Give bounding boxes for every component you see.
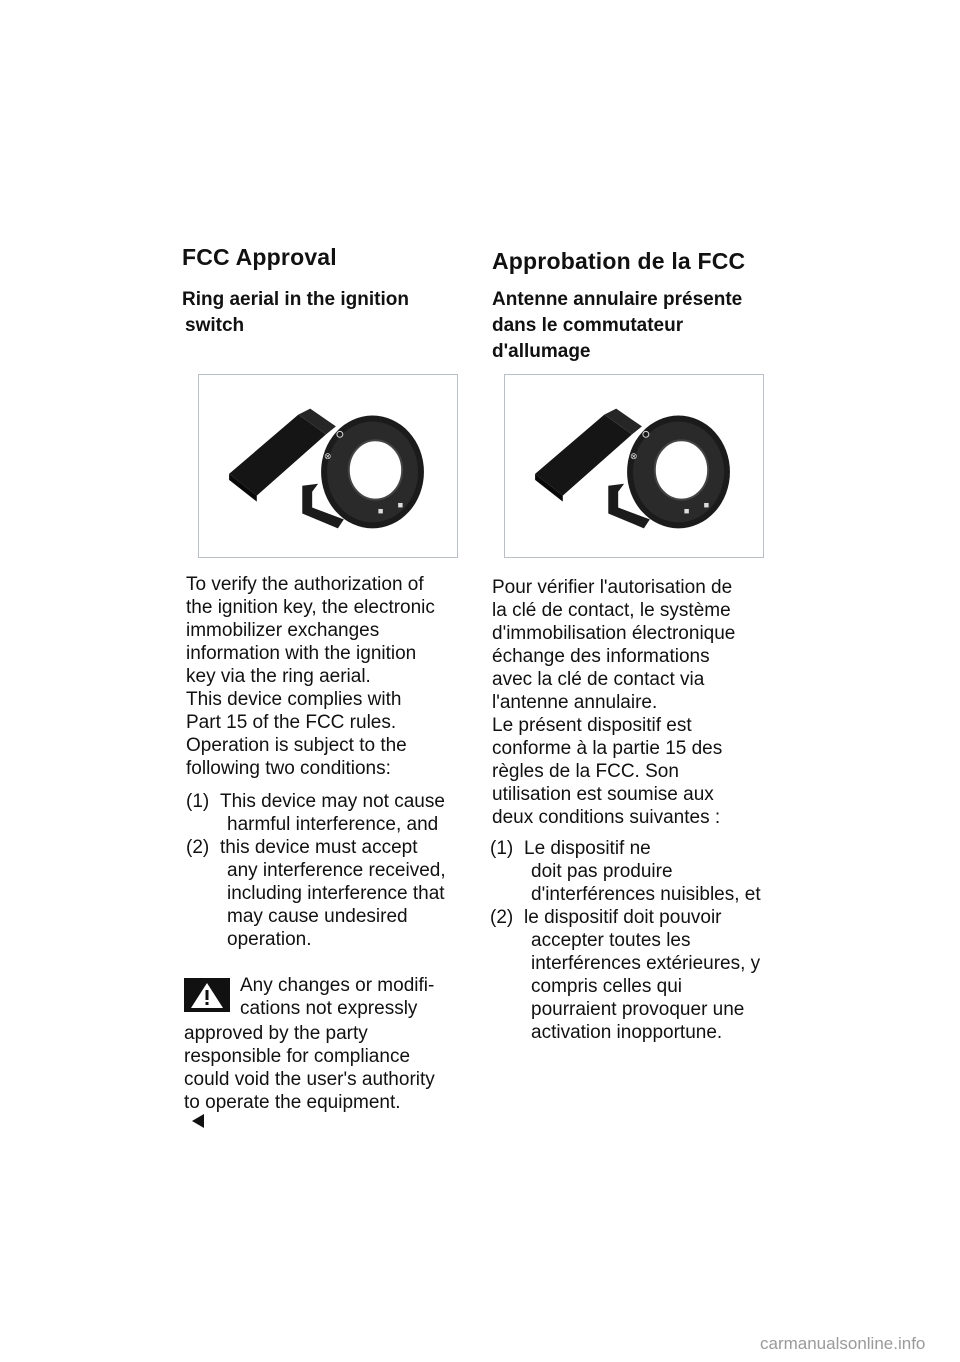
body-line: d'immobilisation électronique (492, 623, 736, 644)
section-subtitle-fr (492, 287, 742, 365)
body-line: avec la clé de contact via (492, 669, 705, 690)
warning-line: approved by the party (184, 1023, 368, 1044)
item-line: accepter toutes les (531, 930, 691, 951)
item-line: operation. (227, 929, 312, 950)
warning-continuation-en (184, 1022, 435, 1128)
body-line: Pour vérifier l'autorisation de (492, 577, 733, 598)
footer-watermark: carmanualsonline.info (760, 1334, 926, 1353)
item-line: compris celles qui (531, 976, 682, 997)
warning-line-last (184, 1091, 435, 1128)
item-number: (1) (490, 838, 514, 859)
warning-line: responsible for compliance (184, 1046, 411, 1067)
svg-text:⊗: ⊗ (630, 452, 638, 463)
item-line: le dispositif doit pouvoir (524, 907, 722, 928)
item-line: may cause undesired (227, 906, 408, 927)
body-line: To verify the authorization of (186, 574, 424, 595)
end-of-section-triangle-icon (192, 1114, 204, 1128)
body-line: Part 15 of the FCC rules. (186, 712, 397, 733)
warning-line: cations not expressly (240, 998, 418, 1019)
ignition-ring-figure-fr (504, 374, 764, 558)
body-line: immobilizer exchanges (186, 620, 380, 641)
svg-text:⊗: ⊗ (324, 452, 332, 463)
body-line: This device complies with (186, 689, 402, 710)
body-line: information with the ignition (186, 643, 417, 664)
item-line: activation inopportune. (531, 1022, 723, 1043)
item-line: harmful interference, and (227, 814, 439, 835)
warning-triangle-icon (184, 978, 230, 1012)
item-number: (1) (186, 791, 210, 812)
body-line: Operation is subject to the (186, 735, 407, 756)
body-line: l'antenne annulaire. (492, 692, 658, 713)
section-subtitle-en (182, 287, 409, 339)
body-line: following two conditions: (186, 758, 391, 779)
svg-text:▪: ▪ (377, 506, 384, 517)
item-line: including interference that (227, 883, 445, 904)
subtitle-line: Antenne annulaire présente (492, 289, 743, 310)
ignition-ring-figure-en (198, 374, 458, 558)
warning-text-en (240, 974, 434, 1020)
warning-line: could void the user's authority (184, 1069, 435, 1090)
body-line: la clé de contact, le système (492, 600, 731, 621)
page-title-fr: Approbation de la FCC (492, 248, 746, 274)
item-line: pourraient provoquer une (531, 999, 745, 1020)
body-line: deux conditions suivantes : (492, 807, 721, 828)
page-title-en: FCC Approval (182, 244, 337, 270)
item-line: d'interférences nuisibles, et (531, 884, 761, 905)
body-line: utilisation est soumise aux (492, 784, 714, 805)
item-line: Le dispositif ne (524, 838, 651, 859)
body-line: conforme à la partie 15 des (492, 738, 723, 759)
svg-text:▪: ▪ (683, 506, 690, 517)
svg-text:▪: ▪ (397, 500, 404, 511)
subtitle-line: d'allumage (492, 341, 591, 362)
ignition-ring-aerial-illustration (199, 375, 457, 557)
body-line: Le présent dispositif est (492, 715, 692, 736)
ignition-ring-aerial-illustration (505, 375, 763, 557)
body-text-fr (492, 576, 735, 829)
subtitle-line: Ring aerial in the ignition (182, 289, 409, 310)
item-number: (2) (490, 907, 514, 928)
item-line: interférences extérieures, y (531, 953, 761, 974)
body-line: règles de la FCC. Son (492, 761, 679, 782)
warning-line: to operate the equipment. (184, 1092, 401, 1113)
item-line: any interference received, (227, 860, 446, 881)
subtitle-line: switch (185, 315, 245, 336)
subtitle-line: dans le commutateur (492, 315, 684, 336)
item-number: (2) (186, 837, 210, 858)
body-line: the ignition key, the electronic (186, 597, 435, 618)
item-line: this device must accept (220, 837, 418, 858)
body-text-en (186, 573, 435, 780)
warning-line: Any changes or modifi- (240, 975, 435, 996)
svg-text:▪: ▪ (703, 500, 710, 511)
body-line: key via the ring aerial. (186, 666, 371, 687)
item-line: doit pas produire (531, 861, 673, 882)
body-line: échange des informations (492, 646, 710, 667)
item-line: This device may not cause (220, 791, 445, 812)
